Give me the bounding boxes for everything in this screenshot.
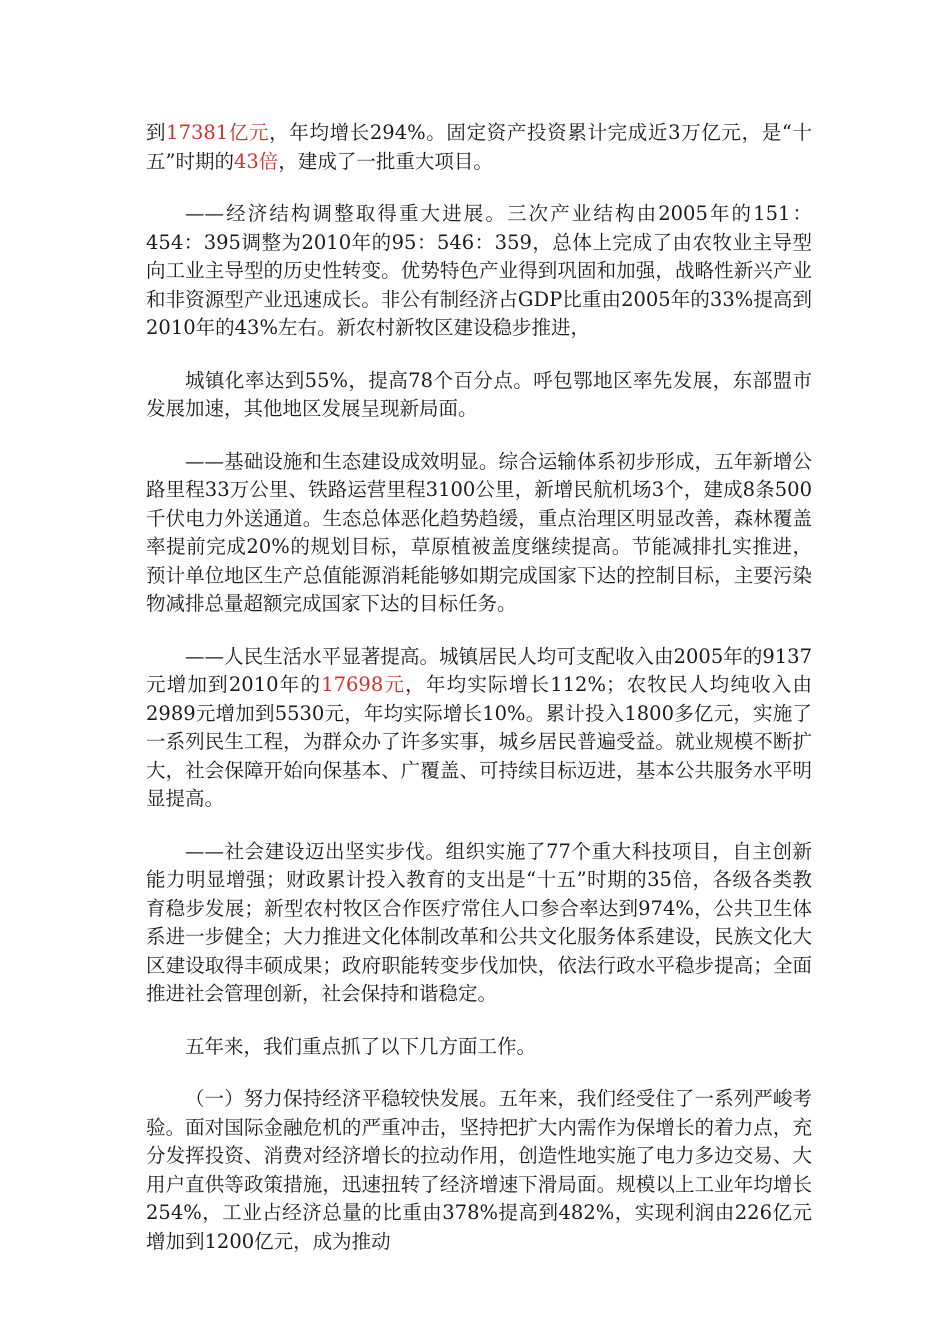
paragraph-1 [146, 119, 812, 176]
text-segment: 五年来，我们重点抓了以下几方面工作。 [185, 1034, 537, 1058]
paragraph-infrastructure [146, 448, 812, 619]
text-segment: ，年均实际增长112%；农牧民人均纯收入由2989元增加到5530元，年均实际增长10%。累计投入1800多亿元，实施了一系列民生工程，为群众办了许多实事，城乡居民普遍受益。就业规模不断扩大，社会保障开始向保基本、广覆盖、可持续目标迈进，基本公共服务水平明显提高。 [146, 673, 812, 810]
text-segment: ，年均增长294%。固定资产投资累计完成近3万亿元，是“十五”时期的 [146, 121, 812, 173]
paragraph-social-construction [146, 838, 812, 1009]
document-body [146, 119, 812, 1280]
highlighted-value: 17381亿元 [166, 121, 270, 144]
paragraph-living-standards [146, 643, 812, 814]
text-segment: ——基础设施和生态建设成效明显。综合运输体系初步形成，五年新增公路里程33万公里、铁路运营里程3100公里，新增民航机场3个，建成8条500千伏电力外送通道。生态总体恶化趋势趋缓，重点治理区明显改善，森林覆盖率提前完成20%的规划目标，草原植被盖度继续提高。节能减排扎实推进，预计单位地区生产总值能源消耗能够如期完成国家下达的控制目标，主要污染物减排总量超额完成国家下达的目标任务。 [146, 449, 812, 615]
text-segment: ——社会建设迈出坚实步伐。组织实施了77个重大科技项目，自主创新能力明显增强；财政累计投入教育的支出是“十五”时期的35倍，各级各类教育稳步发展；新型农村牧区合作医疗常住人口参合率达到974%，公共卫生体系进一步健全；大力推进文化体制改革和公共文化服务体系建设，民族文化大区建设取得丰硕成果；政府职能转变步伐加快，依法行政水平稳步提高；全面推进社会管理创新，社会保持和谐稳定。 [146, 839, 812, 1005]
text-segment: ——人民生活水平显著提高。城镇居民人均可支配收入由2005年的9137元增加到2010年的 [146, 644, 812, 696]
paragraph-five-years-work [146, 1033, 812, 1062]
text-segment: ，建成了一批重大项目。 [278, 149, 493, 173]
highlighted-value: 17698元 [321, 673, 406, 696]
paragraph-economic-growth [146, 1085, 812, 1256]
text-segment: （一）努力保持经济平稳较快发展。五年来，我们经受住了一系列严峻考验。面对国际金融危机的严重冲击，坚持把扩大内需作为保增长的着力点，充分发挥投资、消费对经济增长的拉动作用，创造性地实施了电力多边交易、大用户直供等政策措施，迅速扭转了经济增速下滑局面。规模以上工业年均增长254%，工业占经济总量的比重由378%提高到482%，实现利润由226亿元增加到1200亿元，成为推动 [146, 1087, 812, 1253]
highlighted-value: 43倍 [233, 149, 279, 173]
text-segment: 城镇化率达到55%，提高78个百分点。呼包鄂地区率先发展，东部盟市发展加速，其他地区发展呈现新局面。 [146, 368, 812, 420]
text-segment: ——经济结构调整取得重大进展。三次产业结构由2005年的151：454：395调整为2010年的95：546：359，总体上完成了由农牧业主导型向工业主导型的历史性转变。优势特色产业得到巩固和加强，战略性新兴产业和非资源型产业迅速成长。非公有制经济占GDP比重由2005年的33%提高到2010年的43%左右。新农村新牧区建设稳步推进， [146, 202, 812, 339]
paragraph-economic-structure [146, 200, 812, 343]
text-segment: 到 [146, 121, 167, 144]
paragraph-urbanization [146, 367, 812, 424]
